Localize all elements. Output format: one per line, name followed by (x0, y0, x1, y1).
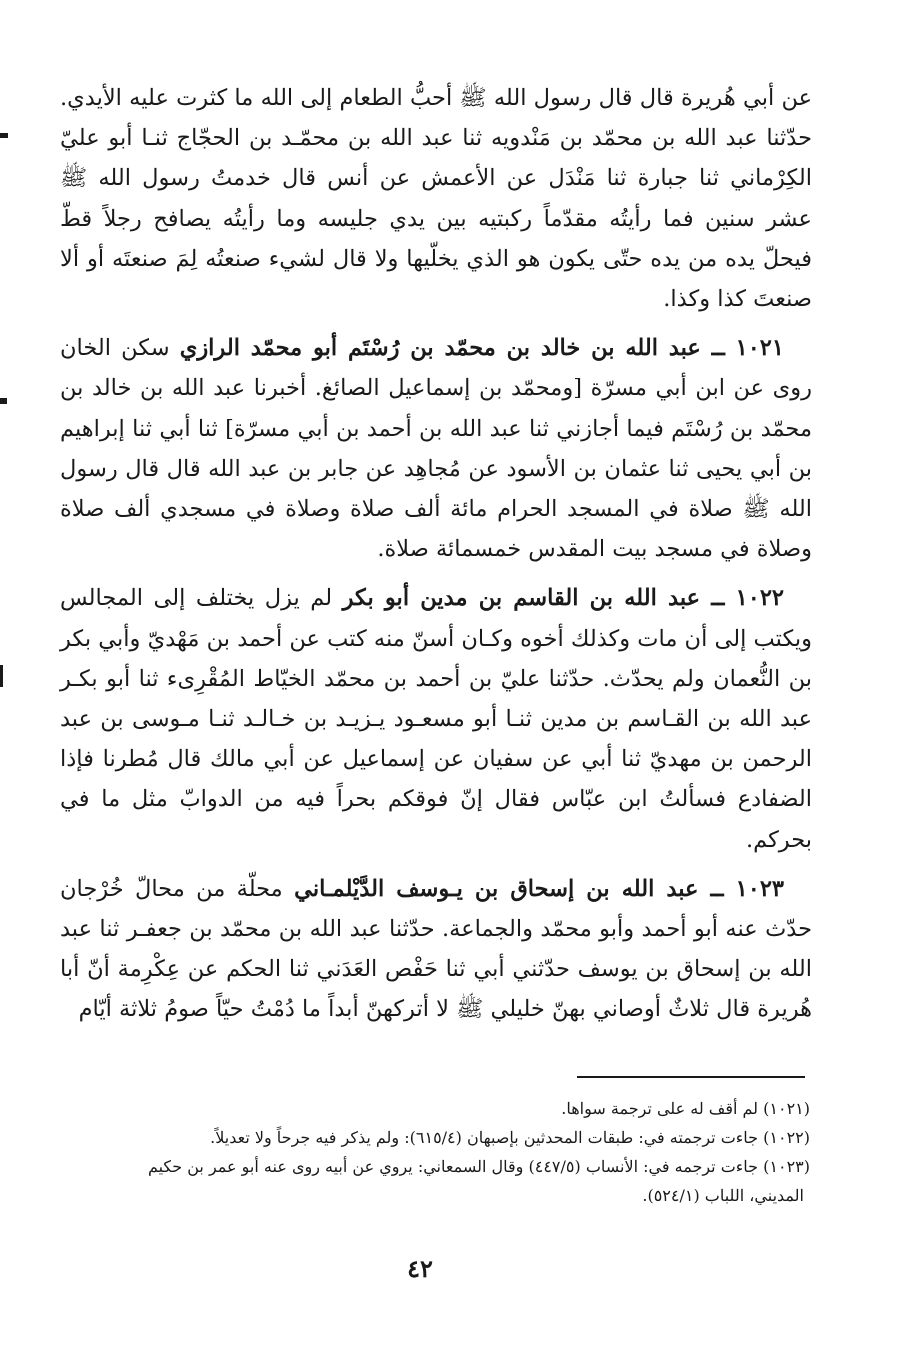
entry-heading: ١٠٢٣ ــ عبد الله بن إسحاق بن يـوسف الدَّيْلمـاني (294, 875, 785, 902)
entry-text: سكن الخان روى عن ابن أبي مسرّة [ومحمّد بن إسماعيل الصائغ. أخبرنا عبد الله بن خالد بن محمّد بن رُسْتَم فيما أجازني ثنا عبد الله بن أحمد بن أبي مسرّة] ثنا أبي ثنا إبراهيم بن أبي يحيى ثنا عثمان بن الأسود عن مُجاهِد عن جابر بن عبد الله قال قال رسول الله ﷺ صلاة في المسجد الحرام مائة ألف صلاة وصلاة في مسجدي ألف صلاة وصلاة في مسجد بيت المقدس خمسمائة صلاة. (60, 335, 812, 563)
entry-heading: ١٠٢٢ ــ عبد الله بن القاسم بن مدين أبو بكر (342, 585, 784, 612)
page-number: ٤٢ (407, 1254, 433, 1283)
entry-heading: ١٠٢١ ــ عبد الله بن خالد بن محمّد بن رُسْتَم أبو محمّد الرازي (179, 335, 784, 362)
margin-mark (0, 133, 8, 138)
footnote-divider (577, 1076, 805, 1078)
margin-mark (0, 665, 3, 687)
footnotes (110, 1094, 810, 1210)
footnote-1023-continuation: المديني، اللباب (٥٢٤/١). (642, 1186, 804, 1205)
paragraph-hadith-continuation (60, 78, 812, 319)
margin-mark (0, 398, 7, 404)
entry-1023 (60, 869, 812, 1030)
entry-text: لم يزل يختلف إلى المجالس ويكتب إلى أن مات وكذلك أخوه وكـان أسنّ منه كتب عن أحمد بن مَهْديّ وأبي بكر بن النُّعمان ولم يحدّث. حدّثنا عليّ بن أحمد بن محمّد الخيّاط المُقْرِىء ثنا أبو بكـر عبد الله بن القـاسم بن مدين ثنـا أبو مسعـود يـزيـد بن خـالـد ثنـا مـوسى بن عبد الرحمن بن مهديّ ثنا أبي عن سفيان عن إسماعيل عن أبي مالك قال مُطرنا فإذا الضفادع فسألتُ ابن عبّاس فقال إنّ فوقكم بحراً فيه من الدوابّ مثل ما في بحركم. (60, 585, 812, 853)
entry-text: محلّة من محالّ خُرْجان حدّث عنه أبو أحمد وأبو محمّد والجماعة. حدّثنا عبد الله بن محمّد بن جعفـر ثنا عبد الله بن إسحاق بن يوسف حدّثني أبي ثنا حَفْص العَدَني ثنا الحكم عن عِكْرِمة أنّ أبا هُريرة قال ثلاثٌ أوصاني بهنّ خليلي ﷺ لا أتركهنّ أبداً ما دُمْتُ حيّاً صومُ ثلاثة أيّام (60, 875, 812, 1023)
entry-1021 (60, 328, 812, 569)
footnote-1021: (١٠٢١) لم أقف له على ترجمة سواها. (561, 1099, 810, 1118)
paragraph-text: عن أبي هُريرة قال قال رسول الله ﷺ أحبُّ الطعام إلى الله ما كثرت عليه الأيدي. حدّثنا عبد الله بن محمّد بن مَنْدويه ثنا عبد الله بن محمّـد بن الحجّاج ثنـا أبو عليّ الكِرْماني ثنا جبارة ثنا مَنْدَل عن الأعمش عن أنس قال خدمتُ رسول الله ﷺ عشر سنين فما رأيتُه مقدّماً ركبتيه بين يدي جليسه وما رأيتُه يصافح رجلاً قطّ فيحلّ يده من يده حتّى يكون هو الذي يخلّيها ولا قال لشيء صنعتُه لِمَ صنعتَه أو ألا صنعتَ كذا وكذا. (60, 85, 812, 313)
footnote-1023: (١٠٢٣) جاءت ترجمه في: الأنساب (٤٤٧/٥) وقال السمعاني: يروي عن أبيه روى عنه أبو عمر بن حكيم (147, 1157, 810, 1176)
main-text (60, 78, 812, 1039)
footnote-1022: (١٠٢٢) جاءت ترجمته في: طبقات المحدثين بإصبهان (٦١٥/٤): ولم يذكر فيه جرحاً ولا تعديلاً. (210, 1128, 810, 1147)
entry-1022 (60, 578, 812, 859)
